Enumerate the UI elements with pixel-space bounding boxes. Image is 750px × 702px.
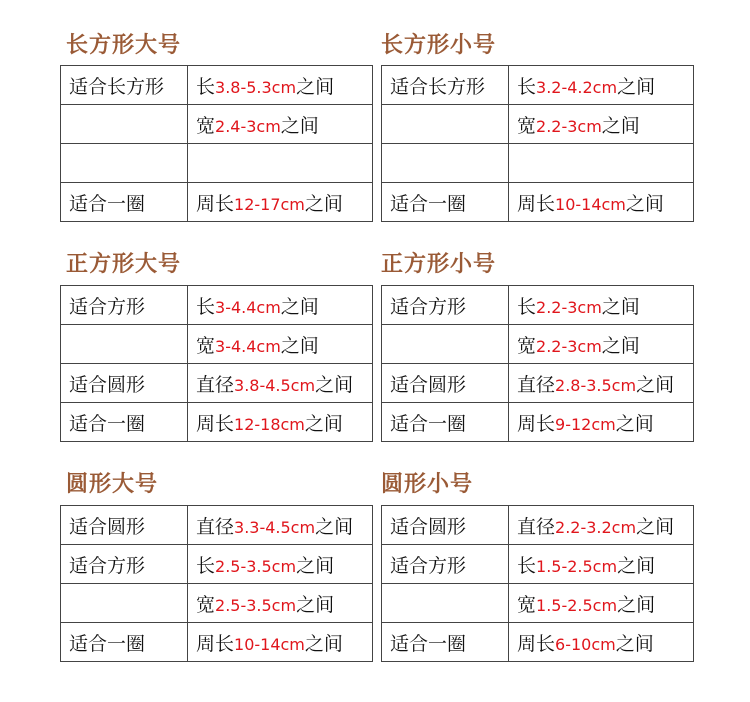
section-title-rect-small: 长方形小号 [381,33,497,58]
measure-cell [509,286,694,325]
section-title-round-small: 圆形小号 [381,472,474,497]
measure-value: 3.8-5.3cm [215,77,297,97]
measure-suffix: 之间 [304,192,343,215]
table-row [61,364,373,403]
measure-prefix: 长 [196,554,216,577]
measure-value: 3.3-4.5cm [234,517,316,537]
fit-label [382,144,509,183]
fit-label: 适合长方形 [382,66,509,105]
measure-prefix: 长 [517,554,537,577]
section-title-square-small: 正方形小号 [381,252,497,277]
table-row [382,325,694,364]
measure-value: 12-18cm [234,414,305,434]
measure-suffix: 之间 [615,632,654,655]
measure-suffix: 之间 [296,75,335,98]
measure-cell [188,506,373,545]
measure-cell [509,623,694,662]
fit-label [61,105,188,144]
table-row [382,105,694,144]
measure-cell [188,364,373,403]
table-row [61,623,373,662]
measure-prefix: 宽 [196,114,216,137]
measure-prefix: 长 [196,75,216,98]
section-title-square-large: 正方形大号 [66,252,182,277]
measure-cell [188,623,373,662]
measure-suffix: 之间 [296,554,335,577]
measure-suffix: 之间 [625,192,664,215]
measure-prefix: 宽 [517,334,537,357]
fit-label [61,144,188,183]
measure-cell [509,183,694,222]
measure-prefix: 宽 [196,593,216,616]
table-row [61,506,373,545]
measure-value: 2.2-3cm [536,297,602,317]
measure-cell [509,545,694,584]
fit-label: 适合方形 [382,286,509,325]
fit-label [382,584,509,623]
table-row [61,105,373,144]
measure-cell [188,144,373,183]
measure-suffix: 之间 [280,295,319,318]
measure-suffix: 之间 [601,114,640,137]
table-row [61,144,373,183]
measure-cell [188,105,373,144]
measure-value: 3.2-4.2cm [536,77,618,97]
measure-prefix: 宽 [196,334,216,357]
measure-cell [509,584,694,623]
size-table-square-large [60,285,373,442]
fit-label: 适合一圈 [382,183,509,222]
size-table-rect-small [381,65,694,222]
fit-label: 适合方形 [382,545,509,584]
fit-label: 适合一圈 [61,623,188,662]
measure-cell [509,364,694,403]
measure-suffix: 之间 [304,632,343,655]
measure-prefix: 周长 [196,412,235,435]
fit-label: 适合一圈 [61,183,188,222]
table-row [382,144,694,183]
table-row [382,403,694,442]
measure-value: 12-17cm [234,194,305,214]
fit-label [61,325,188,364]
table-row [61,325,373,364]
size-table-square-small [381,285,694,442]
size-table-round-small [381,505,694,662]
measure-prefix: 直径 [196,515,235,538]
section-title-rect-large: 长方形大号 [66,33,182,58]
measure-suffix: 之间 [315,373,354,396]
measure-value: 2.5-3.5cm [215,556,297,576]
measure-prefix: 周长 [517,632,556,655]
measure-suffix: 之间 [304,412,343,435]
table-row [382,183,694,222]
measure-prefix: 周长 [196,632,235,655]
measure-prefix: 直径 [196,373,235,396]
fit-label: 适合方形 [61,286,188,325]
table-row [382,545,694,584]
measure-value: 9-12cm [555,414,616,434]
measure-value: 1.5-2.5cm [536,595,618,615]
measure-value: 3-4.4cm [215,336,281,356]
measure-cell [188,66,373,105]
measure-prefix: 长 [517,75,537,98]
size-table-round-large [60,505,373,662]
measure-cell [188,325,373,364]
table-row [61,183,373,222]
measure-cell [188,403,373,442]
measure-cell [509,325,694,364]
table-row [61,545,373,584]
measure-suffix: 之间 [617,554,656,577]
measure-value: 6-10cm [555,634,616,654]
measure-cell [188,183,373,222]
measure-value: 2.2-3cm [536,336,602,356]
measure-prefix: 周长 [517,192,556,215]
measure-value: 3-4.4cm [215,297,281,317]
measure-prefix: 周长 [517,412,556,435]
measure-value: 2.5-3.5cm [215,595,297,615]
table-row [382,584,694,623]
fit-label: 适合一圈 [382,623,509,662]
measure-cell [509,105,694,144]
measure-prefix: 长 [517,295,537,318]
measure-prefix: 宽 [517,114,537,137]
fit-label: 适合方形 [61,545,188,584]
table-row [61,286,373,325]
measure-suffix: 之间 [280,334,319,357]
measure-value: 3.8-4.5cm [234,375,316,395]
measure-suffix: 之间 [601,334,640,357]
measure-cell [509,66,694,105]
fit-label: 适合圆形 [61,506,188,545]
measure-value: 1.5-2.5cm [536,556,618,576]
measure-prefix: 直径 [517,373,556,396]
table-row [382,623,694,662]
table-row [382,364,694,403]
table-row [61,66,373,105]
table-row [61,403,373,442]
measure-suffix: 之间 [617,75,656,98]
fit-label [61,584,188,623]
measure-cell [188,286,373,325]
measure-prefix: 直径 [517,515,556,538]
measure-value: 2.8-3.5cm [555,375,637,395]
measure-suffix: 之间 [601,295,640,318]
measure-suffix: 之间 [280,114,319,137]
fit-label: 适合长方形 [61,66,188,105]
size-table-rect-large [60,65,373,222]
measure-suffix: 之间 [617,593,656,616]
measure-value: 10-14cm [234,634,305,654]
measure-value: 2.2-3.2cm [555,517,637,537]
fit-label [382,325,509,364]
table-row [382,506,694,545]
table-row [382,66,694,105]
measure-suffix: 之间 [636,515,675,538]
measure-value: 10-14cm [555,194,626,214]
measure-cell [509,506,694,545]
measure-cell [509,144,694,183]
measure-suffix: 之间 [296,593,335,616]
measure-prefix: 长 [196,295,216,318]
measure-cell [188,584,373,623]
table-row [61,584,373,623]
measure-value: 2.2-3cm [536,116,602,136]
fit-label [382,105,509,144]
fit-label: 适合一圈 [61,403,188,442]
fit-label: 适合圆形 [382,506,509,545]
measure-cell [509,403,694,442]
measure-cell [188,545,373,584]
table-row [382,286,694,325]
fit-label: 适合一圈 [382,403,509,442]
fit-label: 适合圆形 [61,364,188,403]
measure-suffix: 之间 [636,373,675,396]
measure-value: 2.4-3cm [215,116,281,136]
fit-label: 适合圆形 [382,364,509,403]
measure-prefix: 周长 [196,192,235,215]
measure-prefix: 宽 [517,593,537,616]
measure-suffix: 之间 [615,412,654,435]
measure-suffix: 之间 [315,515,354,538]
section-title-round-large: 圆形大号 [66,472,159,497]
